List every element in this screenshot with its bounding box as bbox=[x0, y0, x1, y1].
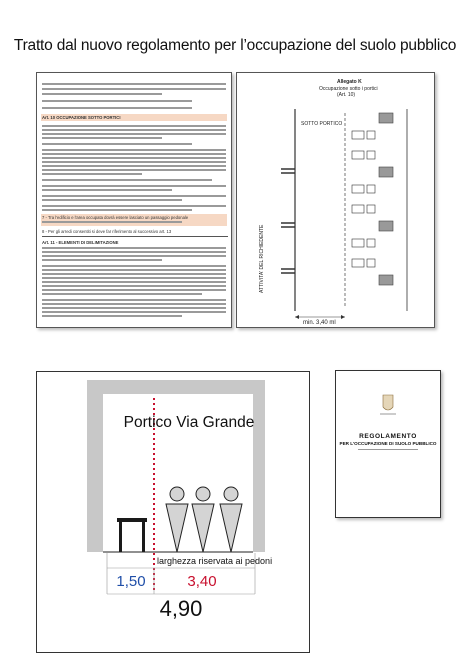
portico-section-diagram bbox=[36, 371, 310, 653]
page-title: Tratto dal nuovo regolamento per l’occupazione del suolo pubblico bbox=[13, 37, 457, 54]
cover-rule bbox=[358, 449, 418, 450]
text-line bbox=[42, 315, 182, 317]
pedestrian-width-caption: larghezza riservata ai pedoni bbox=[157, 556, 273, 566]
text-line bbox=[42, 189, 172, 191]
municipal-crest-icon bbox=[336, 389, 440, 429]
text-line bbox=[42, 88, 226, 90]
cafe-table bbox=[117, 518, 147, 552]
text-line bbox=[42, 277, 226, 279]
text-line bbox=[42, 255, 226, 257]
text-line bbox=[42, 299, 226, 301]
section-title: Portico Via Grande bbox=[123, 414, 255, 431]
width-left-value: 1,50 bbox=[116, 573, 146, 590]
divider bbox=[42, 236, 228, 237]
text-line bbox=[42, 149, 226, 151]
text-line bbox=[42, 169, 226, 171]
pillars bbox=[379, 113, 393, 285]
text-line bbox=[42, 195, 226, 197]
regulation-text-page bbox=[36, 72, 232, 328]
plan-subtitle: Occupazione sotto i portici bbox=[319, 86, 378, 92]
text-line bbox=[42, 285, 226, 287]
text-line bbox=[42, 273, 226, 275]
doors bbox=[281, 169, 295, 273]
text-line bbox=[42, 269, 226, 271]
total-width-value: 4,90 bbox=[159, 596, 203, 621]
text-line bbox=[42, 293, 202, 295]
text-line bbox=[42, 281, 226, 283]
text-line bbox=[42, 107, 192, 109]
text-line bbox=[42, 247, 226, 249]
text-line bbox=[42, 199, 182, 201]
text-line bbox=[42, 221, 182, 223]
plan-title: Allegato K bbox=[337, 79, 362, 85]
article-11-heading: Art. 11 - ELEMENTI DI DELIMITAZIONE bbox=[42, 240, 119, 245]
text-line bbox=[42, 133, 226, 135]
text-line bbox=[42, 165, 226, 167]
text-line bbox=[42, 137, 162, 139]
section-heading: Art. 10 OCCUPAZIONE SOTTO PORTICI bbox=[42, 115, 121, 120]
text-line bbox=[42, 251, 226, 253]
regulation-cover-page bbox=[335, 370, 441, 518]
building-wall-left bbox=[87, 380, 103, 552]
text-line bbox=[42, 179, 212, 181]
text-line bbox=[42, 161, 226, 163]
portico-ceiling bbox=[87, 380, 257, 394]
text-line bbox=[42, 173, 142, 175]
min-width-dimension: min. 3,40 ml bbox=[303, 320, 336, 326]
highlighted-rule: 7 - Tra l'edificio e l'area occupata dovrà essere lasciato un passaggio pedonale bbox=[42, 215, 189, 220]
text-line bbox=[42, 100, 192, 102]
text-line bbox=[42, 129, 226, 131]
cover-title: REGOLAMENTO bbox=[359, 433, 417, 440]
text-line bbox=[42, 153, 226, 155]
text-line bbox=[42, 185, 226, 187]
plan-drawing-page bbox=[236, 72, 435, 328]
text-line bbox=[42, 205, 226, 207]
text-line bbox=[42, 143, 192, 145]
text-line bbox=[42, 289, 226, 291]
text-line bbox=[42, 209, 192, 211]
text-line bbox=[42, 83, 226, 85]
applicant-activity-label: ATTIVITA' DEL RICHIEDENTE bbox=[259, 224, 265, 293]
pedestrian-figures bbox=[166, 487, 242, 552]
text-line bbox=[42, 303, 226, 305]
portico-plan-svg bbox=[237, 73, 434, 327]
outdoor-furniture bbox=[352, 131, 375, 267]
text-line bbox=[42, 157, 226, 159]
portico-column-right bbox=[253, 380, 265, 552]
text-line bbox=[42, 259, 162, 261]
text-line bbox=[42, 125, 226, 127]
rule-8: 8 - Per gli arredi consentiti si deve far riferimento al successivo art. 13 bbox=[42, 229, 172, 234]
text-line bbox=[42, 311, 226, 313]
cover-subtitle: PER L'OCCUPAZIONE DI SUOLO PUBBLICO bbox=[339, 441, 437, 446]
plan-subtitle-article: (Art. 10) bbox=[337, 92, 356, 98]
portico-label: SOTTO PORTICO bbox=[301, 121, 343, 127]
text-line bbox=[42, 93, 162, 95]
text-line bbox=[42, 307, 226, 309]
text-line bbox=[42, 265, 226, 267]
width-right-value: 3,40 bbox=[187, 573, 217, 590]
